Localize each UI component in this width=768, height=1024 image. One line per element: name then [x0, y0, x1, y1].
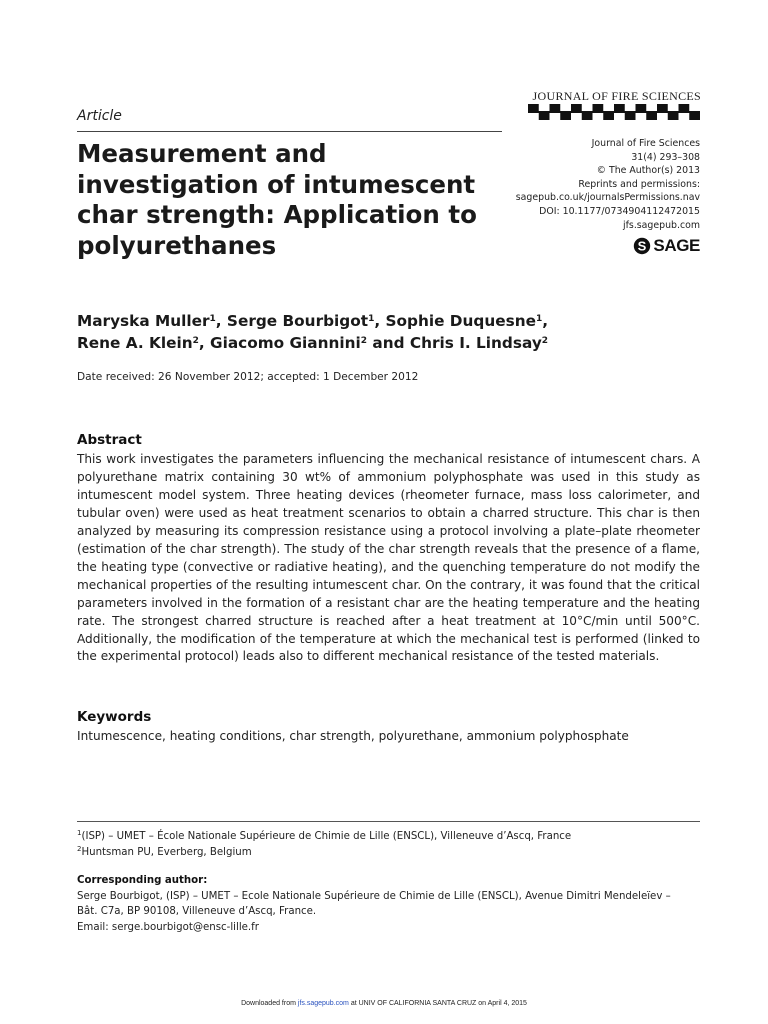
- journal-banner: JOURNAL OF FIRE SCIENCES: [532, 89, 701, 103]
- author[interactable]: Chris I. Lindsay$^2$: [409, 334, 549, 352]
- meta-journal: Journal of Fire Sciences: [591, 138, 700, 149]
- corresponding-line: Serge Bourbigot, (ISP) – UMET – Ecole Nationale Supérieure de Chimie de Lille (ENSCL), Avenue Dimitri Mendeleïev –: [77, 891, 671, 902]
- author[interactable]: Rene A. Klein$^2$: [77, 334, 199, 352]
- author[interactable]: Sophie Duquesne$^1$: [385, 312, 543, 330]
- journal-meta: [480, 137, 700, 232]
- author[interactable]: Serge Bourbigot$^1$: [226, 312, 375, 330]
- download-footer: Downloaded from jfs.sagepub.com at UNIV OF CALIFORNIA SANTA CRUZ on April 4, 2015: [241, 1000, 527, 1007]
- abstract-text: This work investigates the parameters influencing the mechanical resistance of intumescent chars. A polyurethane matrix containing 30 wt% of ammonium polyphosphate was used in this study as intumescent model system. Three heating devices (rheometer furnace, mass loss calorimeter, and tubular oven) were used as heat treatment scenarios to obtain a charred structure. This char is then analyzed by measuring its compression resistance using a protocol involving a plate–plate rheometer (estimation of the char strength). The study of the char strength reveals that the presence of a flame, the heating type (convective or radiative heating), and the quenching temperature do not modify the mechanical properties of the resulting intumescent char. On the contrary, it was found that the critical parameters involved in the formation of a resistant char are the heating temperature and the heating rate. The strongest charred structure is reached after a heat treatment at 10°C/min until 500°C. Additionally, the modification of the temperature at which the mechanical test is performed (linked to the experimental protocol) leads also to different mechanical resistance of the tested materials.: [77, 452, 700, 664]
- authors-conjunction: and: [372, 334, 405, 352]
- author[interactable]: Maryska Muller$^1$: [77, 312, 216, 330]
- meta-reprints-url[interactable]: sagepub.co.uk/journalsPermissions.nav: [515, 192, 700, 204]
- author-list: Maryska Muller$^1$, Serge Bourbigot$^1$, Sophie Duquesne$^1$, Rene A. Klein$^2$, Giacomo Giannini$^2$ and Chris I. Lindsay$^2$: [77, 312, 549, 352]
- corresponding-email[interactable]: Email: serge.bourbigot@ensc-lille.fr: [77, 921, 259, 933]
- abstract-heading: Abstract: [77, 432, 142, 448]
- keywords-heading: Keywords: [77, 709, 152, 725]
- meta-volume: 31(4) 293–308: [631, 151, 700, 163]
- meta-doi[interactable]: DOI: 10.1177/0734904112472015: [539, 205, 700, 217]
- header-rule: [77, 131, 502, 132]
- meta-copyright: © The Author(s) 2013: [596, 165, 700, 177]
- corresponding-author-details: [77, 889, 700, 935]
- sage-logo: [633, 236, 700, 256]
- svg-text:S: S: [638, 238, 647, 254]
- journal-checker-pattern: [528, 104, 700, 124]
- sage-s-icon: [633, 237, 651, 255]
- sage-logo-text: SAGE: [653, 236, 700, 255]
- meta-site[interactable]: jfs.sagepub.com: [623, 219, 700, 231]
- download-site-link[interactable]: jfs.sagepub.com: [297, 1000, 349, 1007]
- affiliation-2: $^2$Huntsman PU, Everberg, Belgium: [77, 845, 252, 858]
- article-type-label: Article: [77, 108, 122, 124]
- meta-reprints: Reprints and permissions:: [578, 178, 700, 190]
- corresponding-line: Bât. C7a, BP 90108, Villeneuve d’Ascq, France.: [77, 906, 317, 918]
- footnote-rule: [77, 821, 700, 822]
- affiliation-1: $^1$(ISP) – UMET – École Nationale Supérieure de Chimie de Lille (ENSCL), Villeneuve d’Ascq, France: [77, 829, 572, 842]
- received-accepted-dates: Date received: 26 November 2012; accepted: 1 December 2012: [77, 371, 419, 383]
- article-title: Measurement and investigation of intumescent char strength: Application to polyurethanes: [77, 139, 477, 260]
- keywords-text: Intumescence, heating conditions, char strength, polyurethane, ammonium polyphosphate: [77, 729, 629, 743]
- corresponding-author-heading: Corresponding author:: [77, 875, 208, 886]
- author[interactable]: Giacomo Giannini$^2$: [210, 334, 368, 352]
